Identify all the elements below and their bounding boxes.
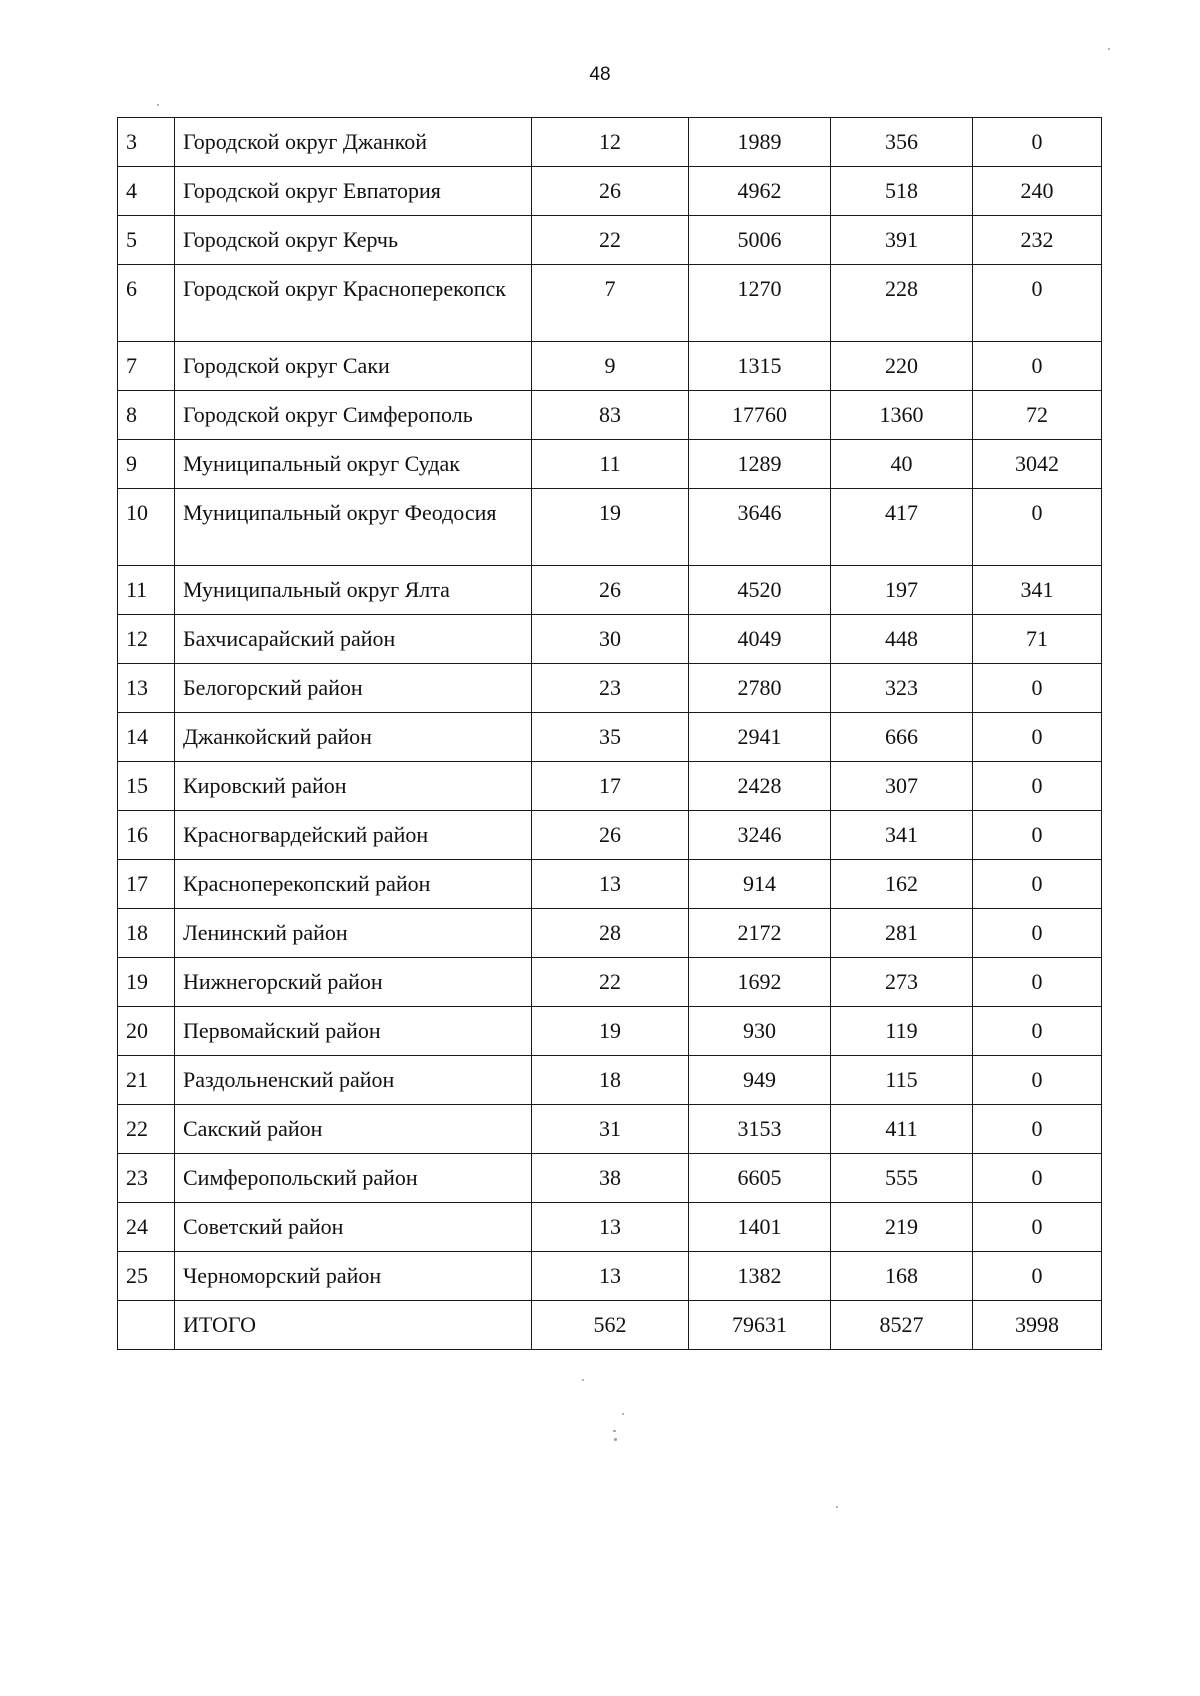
row-number-cell: 16: [118, 811, 175, 860]
value-cell: 1382: [689, 1252, 831, 1301]
value-cell: 72: [973, 391, 1102, 440]
table-row: [118, 811, 1102, 860]
table-row: [118, 265, 1102, 342]
table-row: [118, 958, 1102, 1007]
value-cell: 914: [689, 860, 831, 909]
row-number-cell: 19: [118, 958, 175, 1007]
row-number-cell: 25: [118, 1252, 175, 1301]
value-cell: 26: [532, 566, 689, 615]
value-cell: 417: [831, 489, 973, 566]
row-number-cell: 6: [118, 265, 175, 342]
district-name-cell: Городской округ Керчь: [175, 216, 532, 265]
value-cell: 273: [831, 958, 973, 1007]
row-number-cell: 21: [118, 1056, 175, 1105]
district-name-cell: Муниципальный округ Судак: [175, 440, 532, 489]
value-cell: 22: [532, 958, 689, 1007]
row-number-cell: [118, 1301, 175, 1350]
row-number-cell: 3: [118, 118, 175, 167]
value-cell: 0: [973, 1056, 1102, 1105]
value-cell: 0: [973, 811, 1102, 860]
row-number-cell: 8: [118, 391, 175, 440]
value-cell: 3042: [973, 440, 1102, 489]
value-cell: 411: [831, 1105, 973, 1154]
value-cell: 9: [532, 342, 689, 391]
value-cell: 220: [831, 342, 973, 391]
value-cell: 5006: [689, 216, 831, 265]
value-cell: 0: [973, 342, 1102, 391]
row-number-cell: 9: [118, 440, 175, 489]
value-cell: 71: [973, 615, 1102, 664]
table-row: [118, 762, 1102, 811]
district-name-cell: Городской округ Евпатория: [175, 167, 532, 216]
value-cell: 930: [689, 1007, 831, 1056]
district-name-cell: Первомайский район: [175, 1007, 532, 1056]
value-cell: 1401: [689, 1203, 831, 1252]
value-cell: 13: [532, 1252, 689, 1301]
table-row: [118, 1105, 1102, 1154]
table-row: [118, 1154, 1102, 1203]
district-name-cell: Джанкойский район: [175, 713, 532, 762]
value-cell: 0: [973, 265, 1102, 342]
scan-speck: [582, 1379, 584, 1381]
value-cell: 17760: [689, 391, 831, 440]
table-row: [118, 713, 1102, 762]
value-cell: 0: [973, 1154, 1102, 1203]
value-cell: 448: [831, 615, 973, 664]
value-cell: 119: [831, 1007, 973, 1056]
value-cell: 28: [532, 909, 689, 958]
district-name-cell: Бахчисарайский район: [175, 615, 532, 664]
table-row: [118, 118, 1102, 167]
district-name-cell: Муниципальный округ Феодосия: [175, 489, 532, 566]
row-number-cell: 12: [118, 615, 175, 664]
table-row: [118, 664, 1102, 713]
value-cell: 518: [831, 167, 973, 216]
district-name-cell: Городской округ Саки: [175, 342, 532, 391]
value-cell: 11: [532, 440, 689, 489]
row-number-cell: 4: [118, 167, 175, 216]
value-cell: 0: [973, 1007, 1102, 1056]
row-number-cell: 17: [118, 860, 175, 909]
value-cell: 18: [532, 1056, 689, 1105]
value-cell: 555: [831, 1154, 973, 1203]
data-table: [117, 117, 1102, 1350]
scan-speck: [836, 1506, 838, 1508]
table-row: [118, 440, 1102, 489]
value-cell: 23: [532, 664, 689, 713]
value-cell: 666: [831, 713, 973, 762]
value-cell: 197: [831, 566, 973, 615]
value-cell: 6605: [689, 1154, 831, 1203]
row-number-cell: 20: [118, 1007, 175, 1056]
value-cell: 3646: [689, 489, 831, 566]
value-cell: 31: [532, 1105, 689, 1154]
value-cell: 83: [532, 391, 689, 440]
value-cell: 232: [973, 216, 1102, 265]
row-number-cell: 7: [118, 342, 175, 391]
table-row: [118, 1007, 1102, 1056]
table-row: [118, 909, 1102, 958]
table-row: [118, 615, 1102, 664]
row-number-cell: 5: [118, 216, 175, 265]
value-cell: 3246: [689, 811, 831, 860]
value-cell: 307: [831, 762, 973, 811]
value-cell: 26: [532, 167, 689, 216]
district-name-cell: Раздольненский район: [175, 1056, 532, 1105]
district-name-cell: Кировский район: [175, 762, 532, 811]
district-name-cell: Советский район: [175, 1203, 532, 1252]
table-row: [118, 1252, 1102, 1301]
value-cell: 1315: [689, 342, 831, 391]
row-number-cell: 23: [118, 1154, 175, 1203]
district-name-cell: Черноморский район: [175, 1252, 532, 1301]
value-cell: 949: [689, 1056, 831, 1105]
value-cell: 0: [973, 664, 1102, 713]
value-cell: 0: [973, 909, 1102, 958]
value-cell: 30: [532, 615, 689, 664]
value-cell: 341: [831, 811, 973, 860]
value-cell: 4962: [689, 167, 831, 216]
district-name-cell: Муниципальный округ Ялта: [175, 566, 532, 615]
scan-speck: [1108, 48, 1110, 50]
district-name-cell: Симферопольский район: [175, 1154, 532, 1203]
value-cell: 35: [532, 713, 689, 762]
value-cell: 2172: [689, 909, 831, 958]
value-cell: 228: [831, 265, 973, 342]
value-cell: 4049: [689, 615, 831, 664]
row-number-cell: 14: [118, 713, 175, 762]
table-row: [118, 860, 1102, 909]
table-row: [118, 216, 1102, 265]
value-cell: 0: [973, 958, 1102, 1007]
value-cell: 79631: [689, 1301, 831, 1350]
table-row: [118, 1203, 1102, 1252]
value-cell: 0: [973, 489, 1102, 566]
value-cell: 281: [831, 909, 973, 958]
value-cell: 323: [831, 664, 973, 713]
district-name-cell: Красноперекопский район: [175, 860, 532, 909]
value-cell: 19: [532, 489, 689, 566]
district-name-cell: Белогорский район: [175, 664, 532, 713]
value-cell: 562: [532, 1301, 689, 1350]
value-cell: 219: [831, 1203, 973, 1252]
district-name-cell: Городской округ Джанкой: [175, 118, 532, 167]
scan-speck: [622, 1413, 624, 1415]
value-cell: 3153: [689, 1105, 831, 1154]
value-cell: 3998: [973, 1301, 1102, 1350]
value-cell: 0: [973, 762, 1102, 811]
value-cell: 4520: [689, 566, 831, 615]
scan-speck: [614, 1438, 617, 1441]
district-name-cell: Нижнегорский район: [175, 958, 532, 1007]
district-name-cell: Ленинский район: [175, 909, 532, 958]
value-cell: 22: [532, 216, 689, 265]
table-row: [118, 167, 1102, 216]
district-name-cell: Городской округ Красноперекопск: [175, 265, 532, 342]
total-row: [118, 1301, 1102, 1350]
district-name-cell: ИТОГО: [175, 1301, 532, 1350]
row-number-cell: 11: [118, 566, 175, 615]
scan-speck: [157, 104, 159, 106]
value-cell: 162: [831, 860, 973, 909]
value-cell: 0: [973, 1105, 1102, 1154]
value-cell: 1692: [689, 958, 831, 1007]
table-body: [118, 118, 1102, 1350]
district-name-cell: Красногвардейский район: [175, 811, 532, 860]
table-row: [118, 489, 1102, 566]
value-cell: 2780: [689, 664, 831, 713]
value-cell: 391: [831, 216, 973, 265]
row-number-cell: 10: [118, 489, 175, 566]
value-cell: 0: [973, 118, 1102, 167]
value-cell: 115: [831, 1056, 973, 1105]
value-cell: 0: [973, 1203, 1102, 1252]
value-cell: 26: [532, 811, 689, 860]
value-cell: 12: [532, 118, 689, 167]
value-cell: 13: [532, 860, 689, 909]
value-cell: 168: [831, 1252, 973, 1301]
value-cell: 0: [973, 1252, 1102, 1301]
value-cell: 1989: [689, 118, 831, 167]
district-name-cell: Городской округ Симферополь: [175, 391, 532, 440]
table-row: [118, 391, 1102, 440]
value-cell: 2428: [689, 762, 831, 811]
row-number-cell: 13: [118, 664, 175, 713]
value-cell: 240: [973, 167, 1102, 216]
value-cell: 17: [532, 762, 689, 811]
district-name-cell: Сакский район: [175, 1105, 532, 1154]
row-number-cell: 15: [118, 762, 175, 811]
value-cell: 13: [532, 1203, 689, 1252]
value-cell: 1270: [689, 265, 831, 342]
row-number-cell: 18: [118, 909, 175, 958]
row-number-cell: 24: [118, 1203, 175, 1252]
value-cell: 40: [831, 440, 973, 489]
value-cell: 8527: [831, 1301, 973, 1350]
value-cell: 0: [973, 713, 1102, 762]
value-cell: 341: [973, 566, 1102, 615]
value-cell: 0: [973, 860, 1102, 909]
table-row: [118, 1056, 1102, 1105]
row-number-cell: 22: [118, 1105, 175, 1154]
value-cell: 1360: [831, 391, 973, 440]
value-cell: 19: [532, 1007, 689, 1056]
value-cell: 1289: [689, 440, 831, 489]
value-cell: 7: [532, 265, 689, 342]
scan-speck: [613, 1430, 616, 1432]
value-cell: 2941: [689, 713, 831, 762]
page-number: 48: [589, 64, 611, 85]
table-row: [118, 566, 1102, 615]
value-cell: 356: [831, 118, 973, 167]
table-row: [118, 342, 1102, 391]
value-cell: 38: [532, 1154, 689, 1203]
